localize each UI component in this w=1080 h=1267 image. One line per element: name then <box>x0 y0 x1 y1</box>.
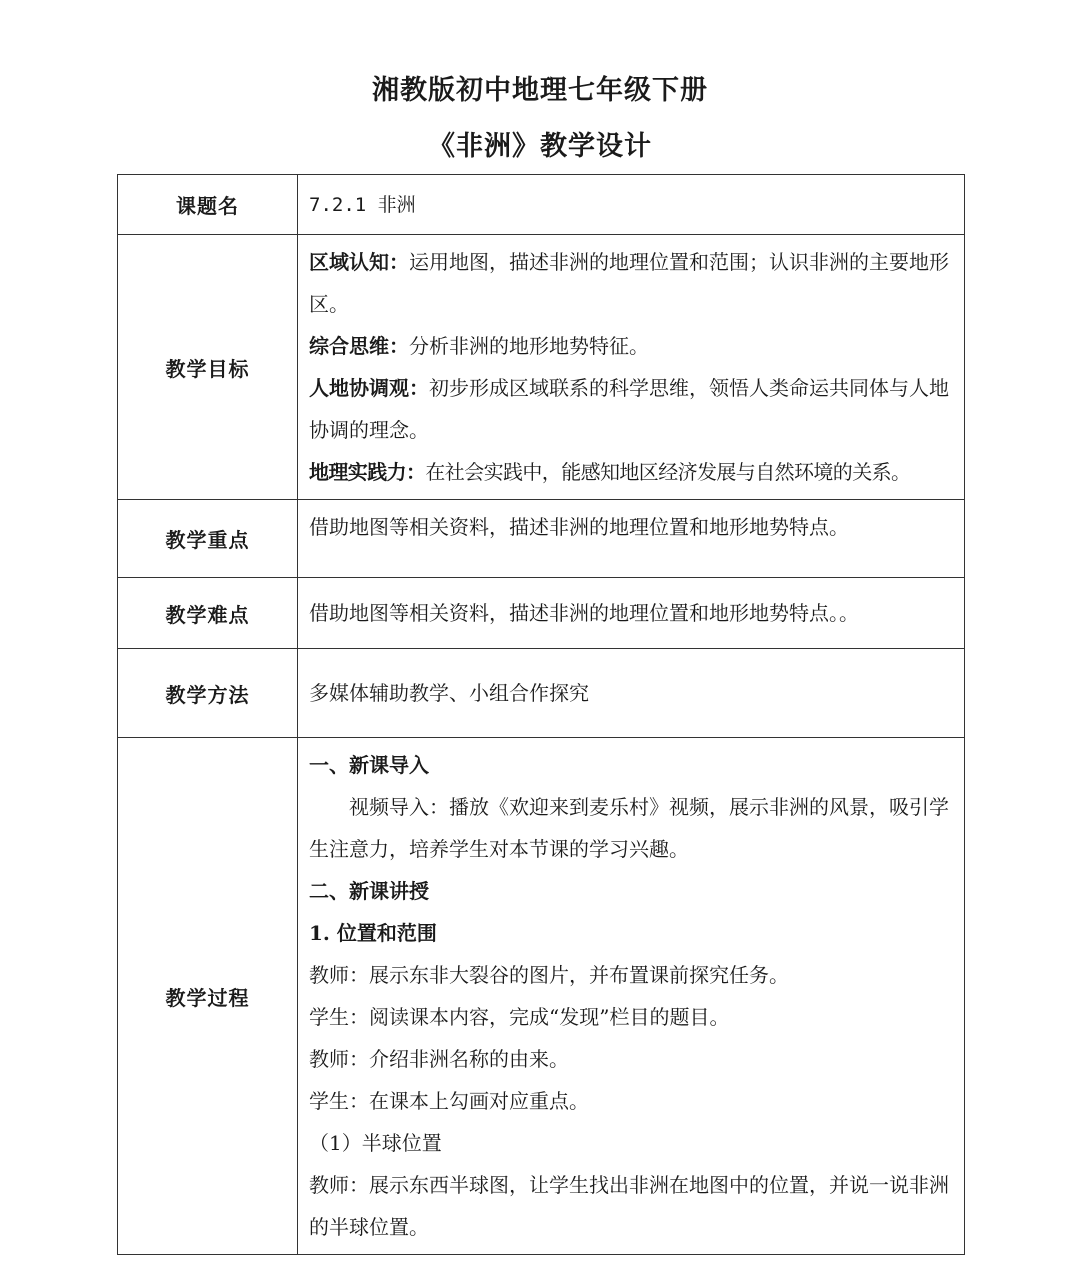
paragraph: 教师：展示东西半球图，让学生找出非洲在地图中的位置，并说一说非洲的半球位置。 <box>309 1173 949 1239</box>
objective-item: 区域认知：运用地图，描述非洲的地理位置和范围；认识非洲的主要地形区。 <box>309 250 949 316</box>
document-subtitle: 《非洲》教学设计 <box>428 131 652 162</box>
document-title: 湘教版初中地理七年级下册 <box>372 75 708 106</box>
table-row-difficulties <box>118 578 965 649</box>
difficulties-value: 借助地图等相关资料，描述非洲的地理位置和地形地势特点。。 <box>298 578 965 649</box>
key-points-label: 教学重点 <box>118 500 298 578</box>
section-heading: 一、新课导入 <box>309 753 429 777</box>
objective-item: 综合思维：分析非洲的地形地势特征。 <box>309 334 649 358</box>
lesson-plan-table <box>117 174 965 1255</box>
paragraph: 教师：介绍非洲名称的由来。 <box>309 1047 569 1071</box>
objective-item: 人地协调观：初步形成区域联系的科学思维，领悟人类命运共同体与人地协调的理念。 <box>309 376 949 442</box>
objectives-label: 教学目标 <box>118 235 298 500</box>
paragraph: 学生：阅读课本内容，完成“发现”栏目的题目。 <box>309 1005 730 1029</box>
difficulties-label: 教学难点 <box>118 578 298 649</box>
methods-label: 教学方法 <box>118 649 298 738</box>
paragraph: 视频导入：播放《欢迎来到麦乐村》视频，展示非洲的风景，吸引学生注意力，培养学生对本节课的学习兴趣。 <box>309 795 949 861</box>
methods-value: 多媒体辅助教学、小组合作探究 <box>298 649 965 738</box>
table-row-process <box>118 738 965 1255</box>
table-row-objectives <box>118 235 965 500</box>
objective-item: 地理实践力：在社会实践中，能感知地区经济发展与自然环境的关系。 <box>309 460 911 484</box>
paragraph: 教师：展示东非大裂谷的图片，并布置课前探究任务。 <box>309 963 789 987</box>
process-content <box>298 738 965 1255</box>
paragraph: 学生：在课本上勾画对应重点。 <box>309 1089 589 1113</box>
key-points-value: 借助地图等相关资料，描述非洲的地理位置和地形地势特点。 <box>298 500 965 578</box>
section-heading: 二、新课讲授 <box>309 879 429 903</box>
table-row-methods <box>118 649 965 738</box>
process-label: 教学过程 <box>118 738 298 1255</box>
subsection-heading: 1. 位置和范围 <box>309 921 437 945</box>
table-row-topic <box>118 175 965 235</box>
objectives-content <box>298 235 965 500</box>
topic-value: 7.2.1 非洲 <box>298 175 965 235</box>
table-row-key-points <box>118 500 965 578</box>
topic-label: 课题名 <box>118 175 298 235</box>
subsection-heading: （1）半球位置 <box>309 1131 442 1155</box>
